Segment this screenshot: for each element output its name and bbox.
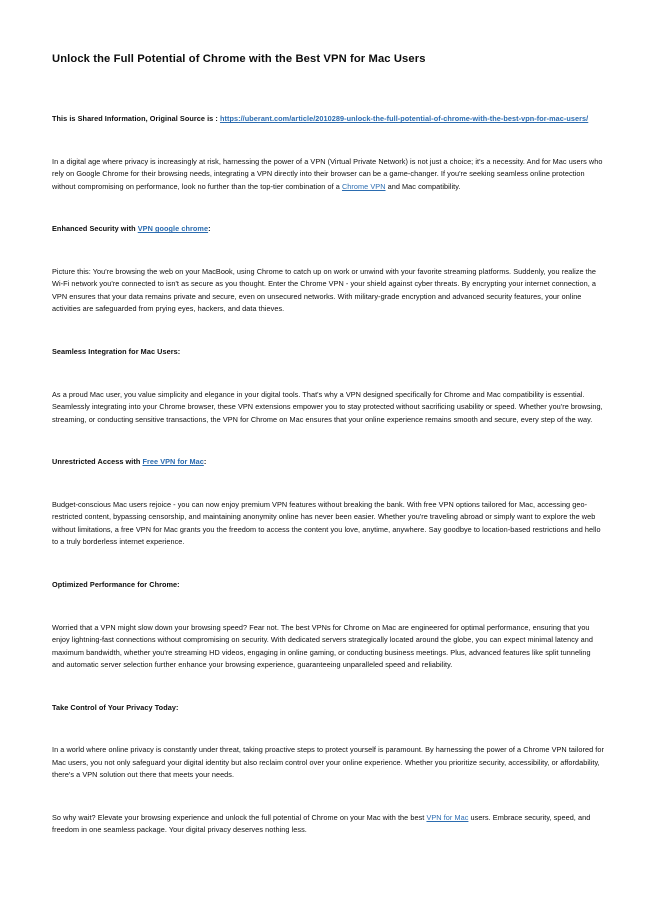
section-body-optimized-performance: Worried that a VPN might slow down your browsing speed? Fear not. The best VPNs for Chrome on Mac are engineered for optimal performance, ensuring that you enjoy lightning-fast connections without compromising on security. With dedicated servers strategically located around the globe, you can expect minimal latency and maximum bandwidth, whether you're streaming HD videos, engaging in online gaming, or conducting business meetings. Plus, advanced features like split tunneling and automatic server selection further enhance your browsing experience, guaranteeing unparalleled speed and reliability. <box>52 622 594 670</box>
closing-paragraph <box>52 812 604 837</box>
section-heading-take-control: Take Control of Your Privacy Today: <box>52 702 179 712</box>
source-notice-prefix: This is Shared Information, Original Source is : <box>52 114 218 124</box>
intro-paragraph <box>52 156 604 194</box>
chrome-vpn-link[interactable]: Chrome VPN <box>341 181 386 191</box>
section-body-enhanced-security: Picture this: You're browsing the web on your MacBook, using Chrome to catch up on work or unwind with your favorite streaming platforms. Suddenly, you realize the Wi-Fi network you're connected to isn't as secure as you thought. Enter the Chrome VPN - your shield against cyber threats. By encrypting your internet connection, a VPN ensures that your data remains private and secure, even on unsecured networks. With military-grade encryption and advanced security features, your online activities are safeguarded from prying eyes, hackers, and data thieves. <box>52 266 596 314</box>
section-heading-prefix: Unrestricted Access with <box>52 457 143 467</box>
spacer <box>52 316 604 346</box>
vpn-google-chrome-link[interactable]: VPN google chrome <box>137 224 209 234</box>
section-heading-prefix: Enhanced Security with <box>52 224 138 234</box>
section-body-take-control: In a world where online privacy is constantly under threat, taking proactive steps to protect yourself is paramount. By harnessing the power of a Chrome VPN tailored for Mac users, you not only safeguard your digital identity but also reclaim control over your online experience. Whether you prioritize security, accessibility, or affordability, there's a VPN solution out there that meets your needs. <box>52 745 604 780</box>
spacer <box>52 126 604 156</box>
section-heading-suffix: : <box>208 224 211 234</box>
source-notice <box>52 113 604 126</box>
spacer <box>52 672 604 702</box>
section-heading-enhanced-security <box>52 223 604 236</box>
section-heading-seamless-integration: Seamless Integration for Mac Users: <box>52 347 181 357</box>
spacer <box>52 469 604 499</box>
section-body-seamless-integration: As a proud Mac user, you value simplicity and elegance in your digital tools. That's why a VPN designed specifically for Chrome and Mac compatibility is essential. Seamlessly integrating into your Chrome browser, these VPN extensions empower you to stay protected without sacrificing usability or speed. Whether you're browsing, streaming, or conducting sensitive transactions, the VPN for Chrome on Mac ensures that your online experience remains smooth and secure, every step of the way. <box>52 389 603 424</box>
closing-text-part-2: users. Embrace security, speed, and freedom in one seamless package. Your digital privacy deserves nothing less. <box>52 812 591 835</box>
free-vpn-for-mac-link[interactable]: Free VPN for Mac <box>142 457 204 467</box>
intro-text-part-1: In a digital age where privacy is increasingly at risk, harnessing the power of a VPN (Virtual Private Network) is not just a choice; it's a necessity. And for Mac users who rely on Google Chrome for their browsing needs, integrating a VPN directly into their browser can be a game-changer. If you're seeking seamless online protection without compromising on performance, look no further than the top-tier combination of a <box>52 156 603 191</box>
section-heading-optimized-performance: Optimized Performance for Chrome: <box>52 579 180 589</box>
vpn-for-mac-link[interactable]: VPN for Mac <box>426 812 469 822</box>
spacer <box>52 782 604 812</box>
spacer <box>52 426 604 456</box>
intro-text-part-2: and Mac compatibility. <box>385 181 461 191</box>
section-heading-suffix: : <box>203 457 207 467</box>
spacer <box>52 193 604 223</box>
spacer <box>52 714 604 744</box>
page-title: Unlock the Full Potential of Chrome with the Best VPN for Mac Users <box>52 53 426 65</box>
spacer <box>52 67 604 113</box>
closing-text-part-1: So why wait? Elevate your browsing experience and unlock the full potential of Chrome on your Mac with the best <box>52 812 427 822</box>
section-body-unrestricted-access: Budget-conscious Mac users rejoice - you can now enjoy premium VPN features without breaking the bank. With free VPN options tailored for Mac, accessing geo-restricted content, bypassing censorship, and maintaining anonymity online has never been easier. Whether you're traveling abroad or simply want to explore the web without limitations, a free VPN for Mac grants you the freedom to access the content you love, anytime, anywhere. Say goodbye to location-based restrictions and hello to a truly borderless internet experience. <box>52 499 601 547</box>
section-heading-unrestricted-access <box>52 456 604 469</box>
spacer <box>52 236 604 266</box>
spacer <box>52 592 604 622</box>
source-url-link[interactable]: https://uberant.com/article/2010289-unlock-the-full-potential-of-chrome-with-the-best-vpn-for-mac-users/ <box>219 114 589 124</box>
spacer <box>52 359 604 389</box>
spacer <box>52 549 604 579</box>
